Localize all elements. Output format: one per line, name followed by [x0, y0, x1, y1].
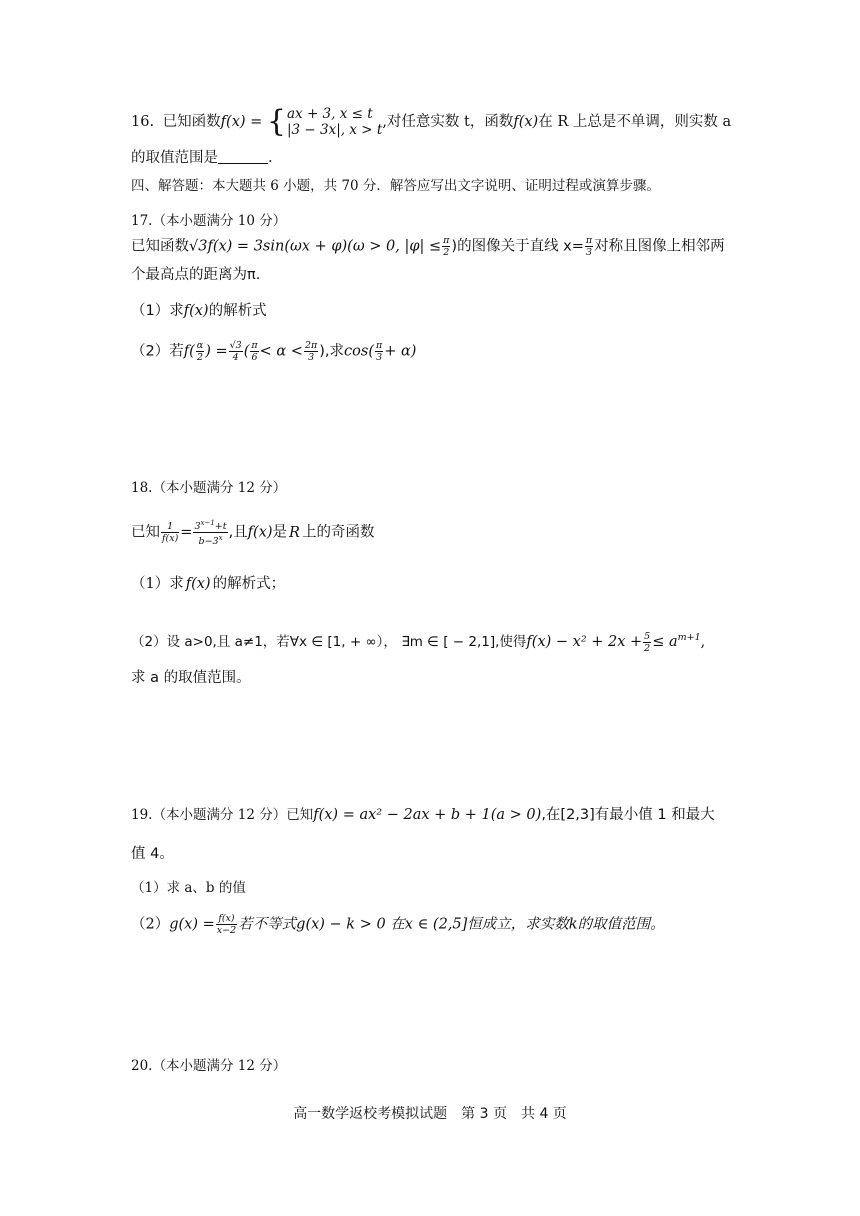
q18-part1 — [131, 574, 285, 594]
frac-den: 3 — [308, 352, 315, 363]
q19-line2: 值 4。 — [131, 846, 174, 862]
q17-expr: √3f(x) = 3sin(ωx + φ)(ω > 0, |φ| ≤ — [189, 238, 442, 255]
frac-num: f(x) — [216, 913, 237, 925]
q18-part2 — [131, 628, 705, 654]
frac-num: π — [443, 235, 450, 246]
q19-part2-lead: （2） — [131, 916, 170, 933]
q17-symmetry: )的图像关于直线 x= — [451, 238, 584, 255]
q17-part2-open: ( — [243, 343, 250, 360]
q16-tail2: 在 R 上总是不单调，则实数 a — [538, 114, 732, 130]
q18-eq: = — [180, 524, 193, 541]
q19-expr: f(x) = ax² − 2ax + b + 1(a > 0) — [313, 807, 542, 823]
q17-lead: 已知函数 — [131, 238, 189, 255]
frac-den: 2 — [196, 352, 203, 363]
frac-num: 5 — [644, 630, 651, 642]
q18-part1-lead: （1）求 — [131, 576, 184, 592]
frac-num: α — [196, 340, 204, 351]
q19-line1 — [131, 805, 715, 825]
q18-line1 — [131, 518, 374, 547]
q18-title: 18.（本小题满分 12 分） — [131, 480, 287, 496]
q19-part2-g: g(x) = — [169, 916, 215, 933]
num-base: 3 — [194, 521, 201, 533]
q16-piecewise — [287, 106, 382, 138]
frac-num: π — [375, 340, 383, 351]
q16-tail: ,对任意实数 t，函数 — [382, 114, 514, 130]
q16-lead: 已知函数 — [162, 114, 221, 130]
left-brace-icon: { — [266, 104, 286, 139]
frac-den: 6 — [251, 352, 258, 363]
frac-den: 3 — [586, 247, 593, 258]
frac-den: f(x) — [162, 533, 179, 545]
frac-num: √3 — [229, 340, 242, 351]
den-base: b−3 — [198, 536, 219, 548]
q17-part2-close: ),求 — [319, 343, 345, 360]
num-exp: x−1 — [200, 519, 215, 527]
q19-title: 19.（本小题满分 12 分）已知 — [131, 807, 314, 823]
answer-blank — [218, 149, 268, 164]
num-tail: +t — [214, 521, 227, 533]
q18-lead: 已知 — [131, 524, 160, 541]
q18-part2-line2: 求 a 的取值范围。 — [131, 670, 251, 686]
q18-part1-tail: 的解析式； — [212, 576, 286, 592]
q16-case2: |3 − 3x|, x > t — [287, 122, 383, 138]
q19-part2-tail: 若不等式g(x) − k > 0 在x ∈ (2,5]恒成立，求实数k的取值范围。 — [238, 916, 665, 933]
q17-part1-fx: f(x) — [183, 303, 209, 319]
frac-den: x−2 — [216, 925, 237, 936]
q18-part2-lead: （2）设 a>0,且 a≠1，若∀x ∈ [1, + ∞）， ∃m ∈ [ − 2,1],使得 — [131, 634, 527, 650]
q16-line2-text: 的取值范围是 — [131, 150, 218, 166]
page-footer: 高一数学返校考模拟试题 第 3 页 共 4 页 — [293, 1106, 567, 1122]
q17-part2-cos: cos( — [344, 343, 374, 360]
q17-part2-lead: （2）若 — [131, 343, 184, 360]
frac-5-2 — [643, 631, 651, 654]
frac-den: 4 — [232, 352, 239, 363]
frac-1-fx — [161, 521, 179, 544]
q18-R: R — [289, 524, 300, 541]
q18-part1-fx: f(x) — [185, 576, 211, 592]
q18-part2-exp: m+1 — [677, 632, 701, 643]
q16-fx: f(x) = — [220, 114, 263, 130]
q18-and: ,且 — [228, 524, 248, 541]
frac-den — [193, 533, 227, 547]
q17-part1-tail: 的解析式 — [208, 303, 267, 319]
frac-q18-main — [193, 518, 227, 547]
frac-pi-6 — [250, 340, 258, 363]
q17-part2-f: f( — [183, 343, 195, 360]
frac-alpha-2 — [196, 340, 204, 363]
frac-den: 2 — [644, 642, 651, 654]
q18-fx: f(x) — [247, 524, 273, 541]
frac-num — [193, 518, 227, 533]
frac-num: 2π — [304, 340, 318, 351]
section4-header: 四、解答题：本大题共 6 小题，共 70 分．解答应写出文字说明、证明过程或演算步骤。 — [131, 178, 660, 194]
q18-part2-le: ≤ a — [652, 634, 678, 650]
q17-part1 — [131, 301, 267, 321]
q18-is: 是 — [272, 524, 288, 541]
frac-fx-x-2 — [216, 913, 237, 936]
frac-pi-3-b — [375, 340, 383, 363]
frac-den: 3 — [376, 352, 383, 363]
q16-case1: ax + 3, x ≤ t — [287, 106, 373, 122]
frac-sqrt3-4 — [229, 340, 243, 363]
q17-part2-range: < α < — [259, 343, 303, 360]
frac-pi-2 — [442, 235, 450, 258]
q17-part2-eq: ) = — [205, 343, 228, 360]
q17-part2-end: + α) — [384, 343, 417, 360]
q16-period: . — [268, 150, 273, 166]
q17-part1-lead: （1）求 — [131, 303, 184, 319]
q16-line2 — [131, 148, 273, 168]
frac-num: π — [251, 340, 258, 351]
frac-pi-3 — [585, 235, 593, 258]
q17-title: 17.（本小题满分 10 分） — [131, 213, 287, 229]
frac-2pi-3 — [304, 340, 318, 363]
q20-title: 20.（本小题满分 12 分） — [131, 1058, 287, 1074]
q17-part2 — [131, 340, 416, 363]
q17-line1 — [131, 235, 725, 258]
q16-number: 16. — [131, 114, 155, 130]
q18-part2-comma: , — [700, 634, 706, 650]
q19-part2 — [131, 913, 665, 936]
q19-part1: （1）求 a、b 的值 — [131, 880, 246, 896]
q17-line2: 个最高点的距离为π. — [131, 267, 261, 283]
den-exp: x — [218, 534, 223, 543]
frac-num: 1 — [161, 521, 179, 533]
frac-den: 2 — [443, 247, 450, 258]
q16-fx2: f(x) — [513, 114, 539, 130]
q18-part2-expr: f(x) − x² + 2x + — [526, 634, 643, 650]
q18-odd: 上的奇函数 — [301, 524, 375, 541]
q16-line1 — [131, 106, 731, 138]
q17-tail: 对称且图像上相邻两 — [594, 238, 725, 255]
q19-tail: ,在[2,3]有最小值 1 和最大 — [541, 807, 715, 823]
frac-num: π — [585, 235, 593, 246]
